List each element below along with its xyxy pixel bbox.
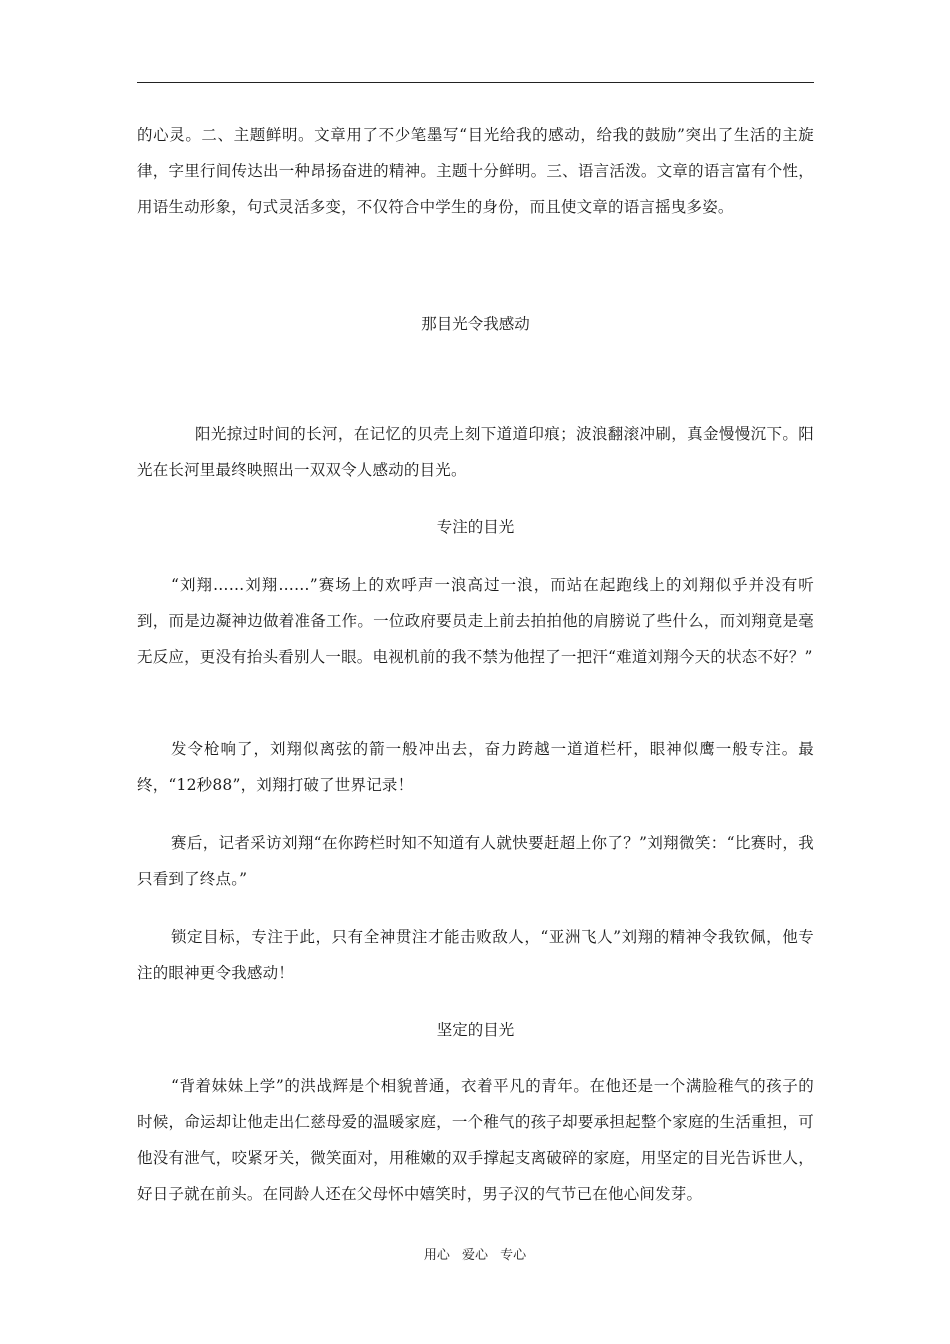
paragraph-intro: 阳光掠过时间的长河，在记忆的贝壳上刻下道道印痕；波浪翻滚冲刷，真金慢慢沉下。阳光在长河里最终映照出一双双令人感动的目光。 xyxy=(137,425,814,479)
paragraph-section1-2: 发令枪响了，刘翔似离弦的箭一般冲出去，奋力跨越一道道栏杆，眼神似鹰一般专注。最终，“12秒88”，刘翔打破了世界记录！ xyxy=(137,740,814,794)
section-heading-firm: 坚定的目光 xyxy=(436,1021,515,1039)
paragraph-commentary: 的心灵。二、主题鲜明。文章用了不少笔墨写“目光给我的感动，给我的鼓励”突出了生活的主旋律，字里行间传达出一种昂扬奋进的精神。主题十分鲜明。三、语言活泼。文章的语言富有个性，用语生动形象，句式灵活多变，不仅符合中学生的身份，而且使文章的语言摇曳多姿。 xyxy=(137,126,814,216)
paragraph-section2-1: “背着妹妹上学”的洪战辉是个相貌普通，衣着平凡的青年。在他还是一个满脸稚气的孩子的时候，命运却让他走出仁慈母爱的温暖家庭，一个稚气的孩子却要承担起整个家庭的生活重担，可他没有泄气，咬紧牙关，微笑面对，用稚嫩的双手撑起支离破碎的家庭，用坚定的目光告诉世人，好日子就在前头。在同龄人还在父母怀中嬉笑时，男子汉的气节已在他心间发芽。 xyxy=(137,1077,814,1203)
section-heading-focused: 专注的目光 xyxy=(436,518,515,536)
paragraph-section1-4: 锁定目标，专注于此，只有全神贯注才能击败敌人，“亚洲飞人”刘翔的精神令我钦佩，他专注的眼神更令我感动！ xyxy=(137,928,814,982)
header-rule xyxy=(137,82,814,83)
paragraph-section1-1: “刘翔……刘翔……”赛场上的欢呼声一浪高过一浪，而站在起跑线上的刘翔似乎并没有听到，而是边凝神边做着准备工作。一位政府要员走上前去拍拍他的肩膀说了些什么，而刘翔竟是毫无反应，更没有抬头看别人一眼。电视机前的我不禁为他捏了一把汗“难道刘翔今天的状态不好？” xyxy=(137,576,814,666)
essay-title: 那目光令我感动 xyxy=(421,315,530,333)
page-footer: 用心 爱心 专心 xyxy=(423,1248,527,1263)
paragraph-section1-3: 赛后，记者采访刘翔“在你跨栏时知不知道有人就快要赶超上你了？”刘翔微笑：“比赛时，我只看到了终点。” xyxy=(137,834,814,888)
